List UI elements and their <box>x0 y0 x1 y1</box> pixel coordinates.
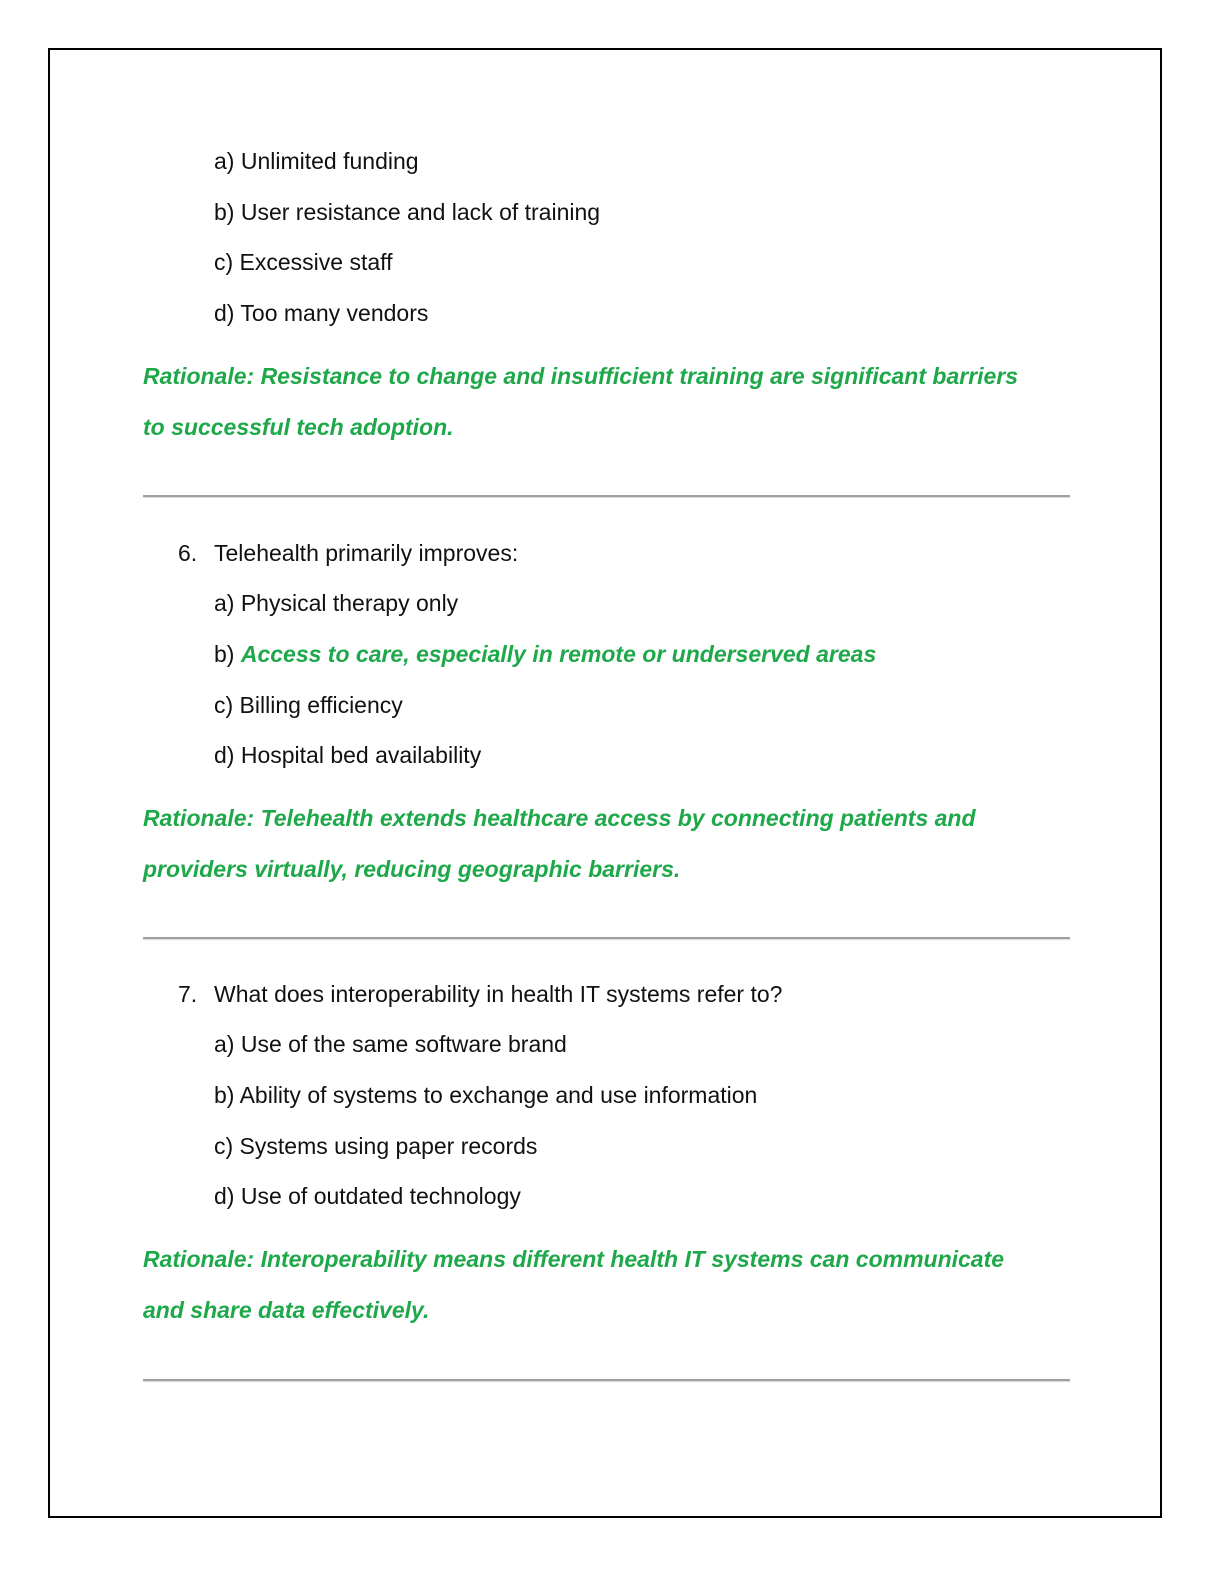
q7-option-c: c) Systems using paper records <box>214 1133 538 1159</box>
q6-question: Telehealth primarily improves: <box>214 540 519 566</box>
q7-option-d: d) Use of outdated technology <box>214 1183 521 1209</box>
q6-option-d: d) Hospital bed availability <box>214 742 482 768</box>
q5-option-c: c) Excessive staff <box>214 249 393 275</box>
q7-option-a: a) Use of the same software brand <box>214 1031 567 1057</box>
q7-rationale-line-1: Rationale: Interoperability means different health IT systems can communicate <box>143 1246 1005 1272</box>
q6-rationale-line-2: providers virtually, reducing geographic barriers. <box>143 856 681 882</box>
q6-option-b-label: b) <box>214 641 241 667</box>
q6-option-b <box>214 639 876 669</box>
q5-rationale-line-2: to successful tech adoption. <box>143 414 454 440</box>
q6-number: 6. <box>178 540 198 566</box>
q6-rationale-line-1: Rationale: Telehealth extends healthcare access by connecting patients and <box>143 805 976 831</box>
q5-option-b: b) User resistance and lack of training <box>214 199 601 225</box>
q7-number: 7. <box>178 981 198 1007</box>
q5-option-a: a) Unlimited funding <box>214 148 419 174</box>
q7-question: What does interoperability in health IT systems refer to? <box>214 981 783 1007</box>
q5-option-d: d) Too many vendors <box>214 300 429 326</box>
section-divider <box>143 495 1070 497</box>
section-divider <box>143 937 1070 939</box>
q7-option-b: b) Ability of systems to exchange and use information <box>214 1082 758 1108</box>
q6-option-a: a) Physical therapy only <box>214 590 459 616</box>
q5-rationale-line-1: Rationale: Resistance to change and insufficient training are significant barriers <box>143 363 1019 389</box>
q6-option-c: c) Billing efficiency <box>214 692 403 718</box>
q7-rationale-line-2: and share data effectively. <box>143 1297 430 1323</box>
section-divider <box>143 1379 1070 1381</box>
q6-correct-answer: Access to care, especially in remote or underserved areas <box>240 641 877 667</box>
